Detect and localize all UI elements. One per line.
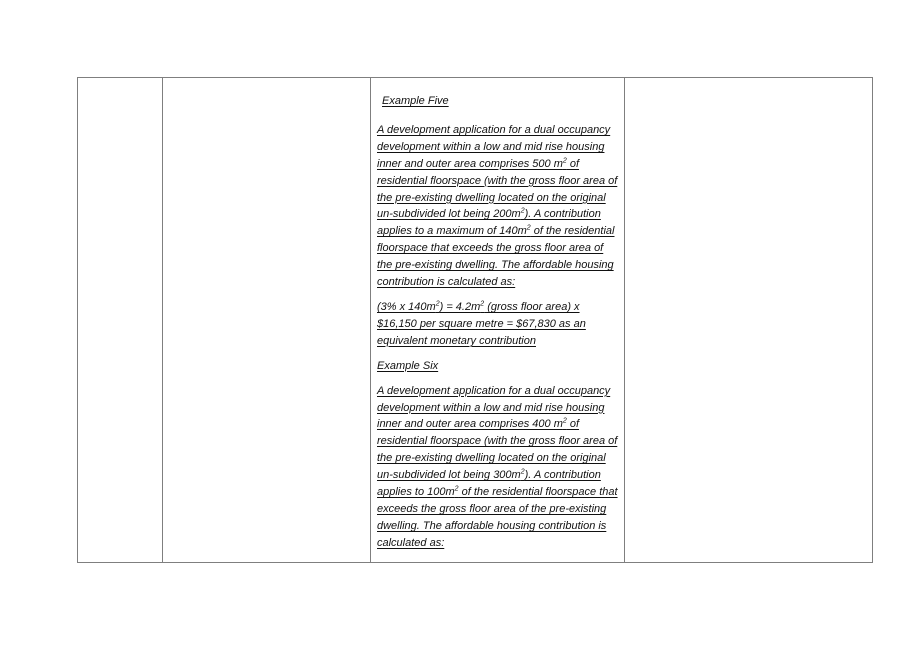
text-run: A development application for a dual occupancy development within a low and mid rise housing inner and outer area comprises 400 m bbox=[377, 384, 611, 431]
text-run: of residential floorspace (with the gross floor area of the pre-existing dwelling located on the original un-subdivided lot being 200m bbox=[377, 157, 618, 221]
text-run: (gross floor area) x $16,150 per square metre = $67,830 as an equivalent monetary contribution bbox=[377, 300, 586, 347]
superscript: 2 bbox=[520, 207, 525, 215]
superscript: 2 bbox=[562, 417, 567, 425]
example-six-description bbox=[377, 383, 618, 552]
table-cell-empty-1 bbox=[78, 78, 163, 563]
superscript: 2 bbox=[520, 468, 525, 476]
superscript: 2 bbox=[480, 300, 485, 308]
contribution-table bbox=[77, 77, 873, 563]
superscript: 2 bbox=[435, 300, 440, 308]
text-run: ). A contribution applies to a maximum of 140m bbox=[377, 208, 601, 238]
examples-content bbox=[371, 78, 624, 552]
table-row bbox=[78, 78, 873, 563]
example-five-description bbox=[377, 122, 618, 291]
superscript: 2 bbox=[562, 157, 567, 165]
text-run: of the residential floorspace that exceeds the gross floor area of the pre-existing dwelling. The affordable housing contribution is calculated as: bbox=[377, 486, 618, 549]
text-run: of the residential floorspace that exceeds the gross floor area of the pre-existing dwelling. The affordable housing contribution is calculated as: bbox=[377, 225, 615, 289]
example-five-heading-text: Example Five bbox=[382, 95, 449, 107]
example-six-heading bbox=[377, 358, 618, 375]
text-run: of residential floorspace (with the gross floor area of the pre-existing dwelling located on the original un-subdivided lot being 300m bbox=[377, 418, 618, 482]
superscript: 2 bbox=[526, 224, 531, 232]
table-cell-examples bbox=[371, 78, 625, 563]
text-run: ). A contribution applies to 100m bbox=[377, 469, 601, 499]
table-cell-empty-2 bbox=[163, 78, 371, 563]
example-five-calculation bbox=[377, 299, 618, 350]
example-six-heading-text: Example Six bbox=[377, 359, 439, 372]
table-cell-empty-4 bbox=[625, 78, 873, 563]
text-run: A development application for a dual occupancy development within a low and mid rise housing inner and outer area comprises 500 m bbox=[377, 123, 611, 170]
superscript: 2 bbox=[454, 485, 459, 493]
example-five-heading bbox=[377, 93, 618, 110]
text-run: (3% x 140m bbox=[377, 300, 436, 313]
text-run: ) = 4.2m bbox=[439, 300, 481, 313]
